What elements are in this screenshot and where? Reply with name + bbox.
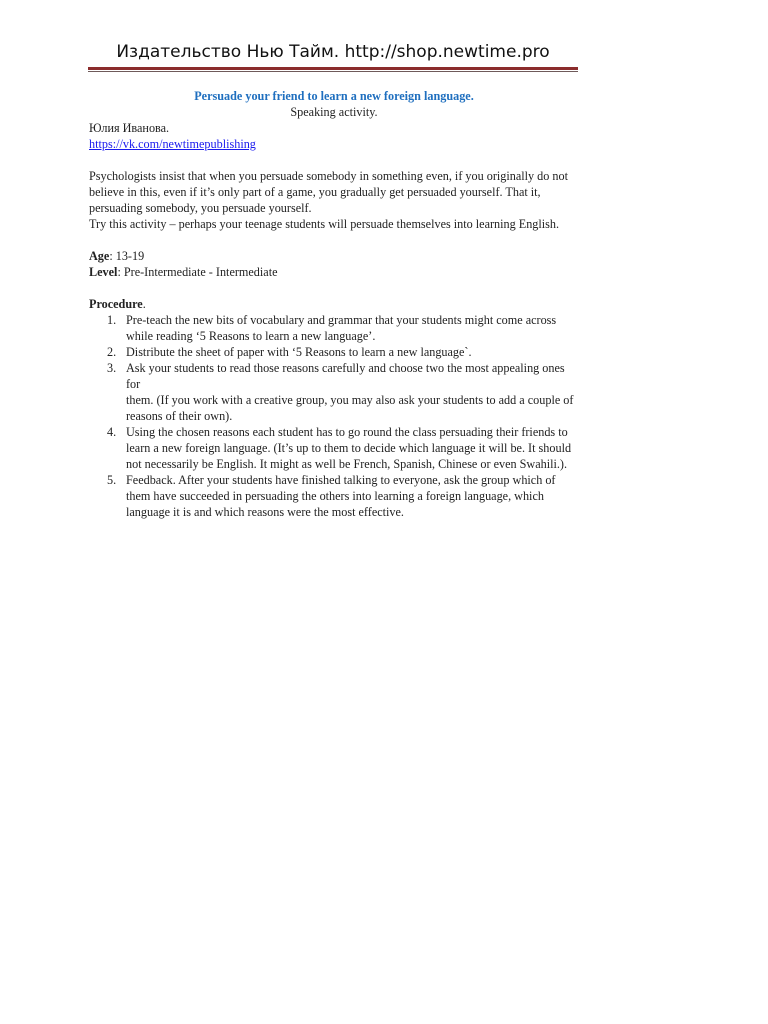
level-value: : Pre-Intermediate - Intermediate: [117, 265, 278, 279]
age-value: : 13-19: [109, 249, 145, 263]
list-item: 4. Using the chosen reasons each student has to go round the class persuading their friends to learn a new foreign language. (It’s up to them to decide which language it will be. It should not necessarily be English. It might as well be French, Spanish, Chinese or even Swahili.).: [107, 425, 572, 471]
age-label: Age: [89, 249, 110, 263]
list-item: 3. Ask your students to read those reasons carefully and choose two the most appealing ones for them. (If you work with a creative group, you may also ask your students to add a couple of reasons of their own).: [107, 361, 574, 423]
procedure-list: [89, 312, 579, 520]
list-number: 1.: [107, 313, 117, 327]
header-rule-thin: [88, 71, 578, 72]
intro-line: persuading somebody, you persuade yourself.: [89, 201, 312, 215]
intro-line: believe in this, even if it’s only part of a game, you gradually get persuaded yourself. That it,: [89, 185, 541, 199]
age-line: [89, 248, 579, 264]
procedure-heading: Procedure.: [89, 297, 146, 311]
list-item: 1. Pre-teach the new bits of vocabulary and grammar that your students might come across while reading ‘5 Reasons to learn a new language’.: [107, 313, 557, 343]
level-label: Level: [89, 265, 118, 279]
page-header: Издательство Нью Тайм. http://shop.newtime.pro: [116, 42, 550, 62]
document-title: Persuade your friend to learn a new foreign language.: [194, 89, 474, 103]
procedure-label: Procedure: [89, 297, 143, 311]
document-subtitle: Speaking activity.: [290, 105, 378, 119]
level-line: [89, 264, 579, 280]
list-number: 5.: [107, 473, 117, 487]
intro-line: Psychologists insist that when you persuade somebody in something even, if you originally do not: [89, 169, 568, 183]
list-item: 2. Distribute the sheet of paper with ‘5 Reasons to learn a new language`.: [107, 345, 472, 359]
list-number: 3.: [107, 361, 117, 375]
list-number: 4.: [107, 425, 117, 439]
list-number: 2.: [107, 345, 117, 359]
author-name: Юлия Иванова.: [89, 121, 170, 135]
list-item: 5. Feedback. After your students have finished talking to everyone, ask the group which of them have succeeded in persuading the others into learning a foreign language, which language it is and which reasons were the most effective.: [107, 473, 556, 519]
intro-line: Try this activity – perhaps your teenage students will persuade themselves into learning English.: [89, 217, 560, 231]
document-body: [89, 88, 579, 520]
header-rule: [88, 67, 578, 70]
vk-link[interactable]: https://vk.com/newtimepublishing: [89, 137, 256, 151]
